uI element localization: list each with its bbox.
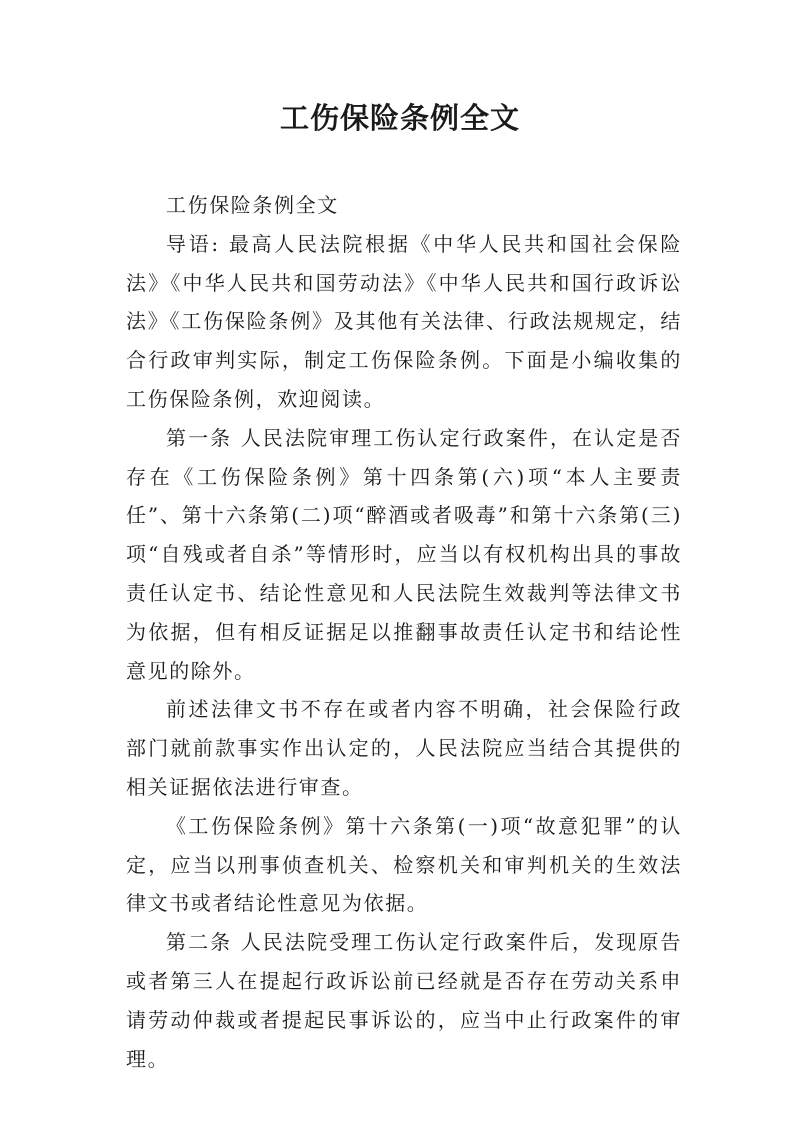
paragraph-article-1-clause-3: 《工伤保险条例》第十六条第(一)项“故意犯罪”的认定，应当以刑事侦查机关、检察机关和审判机关的生效法律文书或者结论性意见为依据。 — [126, 813, 682, 916]
paragraph-article-1-clause-2: 前述法律文书不存在或者内容不明确，社会保险行政部门就前款事实作出认定的，人民法院应当结合其提供的相关证据依法进行审查。 — [126, 697, 682, 799]
paragraph-heading: 工伤保险条例全文 — [166, 193, 339, 217]
document-body — [126, 186, 682, 1078]
paragraph-intro: 导语: 最高人民法院根据《中华人民共和国社会保险法》《中华人民共和国劳动法》《中华人民共和国行政诉讼法》《工伤保险条例》及其他有关法律、行政法规规定，结合行政审判实际，制定工伤保险条例。下面是小编收集的工伤保险条例，欢迎阅读。 — [126, 231, 682, 411]
paragraph-article-2: 第二条 人民法院受理工伤认定行政案件后，发现原告或者第三人在提起行政诉讼前已经就是否存在劳动关系申请劳动仲裁或者提起民事诉讼的，应当中止行政案件的审理。 — [126, 930, 682, 1071]
paragraph-article-1: 第一条 人民法院审理工伤认定行政案件，在认定是否存在《工伤保险条例》第十四条第(六)项“本人主要责任”、第十六条第(二)项“醉酒或者吸毒”和第十六条第(三)项“自残或者自杀”等情形时，应当以有权机构出具的事故责任认定书、结论性意见和人民法院生效裁判等法律文书为依据，但有相反证据足以推翻事故责任认定书和结论性意见的除外。 — [126, 425, 682, 683]
document-title: 工伤保险条例全文 — [279, 101, 520, 135]
